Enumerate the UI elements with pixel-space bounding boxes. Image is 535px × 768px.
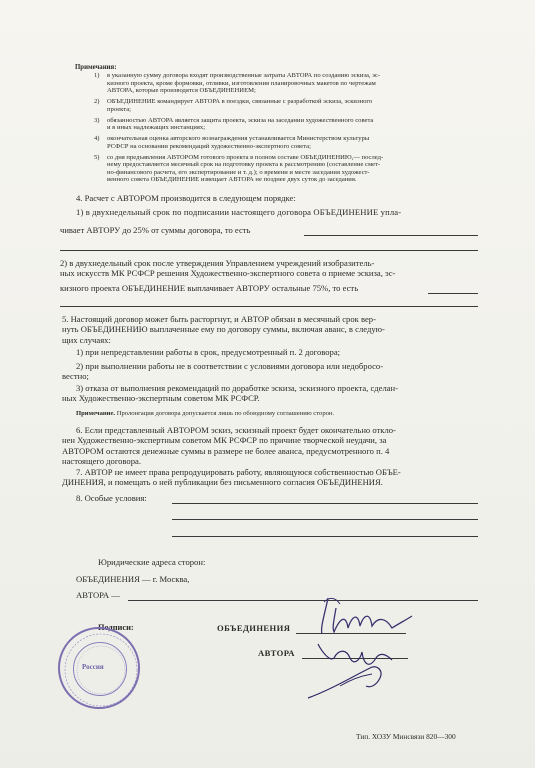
- special-terms-line-2: [172, 519, 478, 520]
- print-footer: Тип. ХОЗУ Минсвязи 820—300: [356, 732, 456, 741]
- address-author: АВТОРА —: [76, 590, 120, 600]
- note-item: [94, 117, 498, 132]
- special-terms-line-3: [172, 536, 478, 537]
- note-text: окончательная оценка авторского вознаграждения устанавливается Министерством культуры РСФСР на основании рекомендаций художественно-экспертного совета;: [107, 135, 370, 150]
- section-5-3: 3) отказа от выполнения рекомендаций по доработке эскиза, эскизного проекта, сделан- ных Художественно-экспертным советом МК РСФСР.: [62, 383, 399, 404]
- note-number: 4): [94, 135, 100, 143]
- note-item: [94, 72, 498, 95]
- note-number: 3): [94, 116, 100, 124]
- note-item: [94, 98, 498, 113]
- notes-heading: Примечания:: [75, 64, 117, 71]
- special-terms-line-1: [172, 503, 478, 504]
- section-7: 7. АВТОР не имеет права репродуцировать работу, являющуюся собственностью ОБЪЕ- ДИНЕНИЯ, и помещать о ней публикации без письменного согласия ОБЪЕДИНЕНИЯ.: [62, 467, 401, 488]
- section-4-1-line-b: чивает АВТОРУ до 25% от суммы договора, то есть: [60, 225, 251, 235]
- section-4-2: 2) в двухнедельный срок после утверждения Управлением учреждений изобразитель- ных искусств МК РСФСР решения Художественно-экспертного совета о приеме эскиза, эс-: [60, 258, 396, 279]
- signature-author-handwriting: [300, 632, 410, 707]
- section-5-2: 2) при выполнении работы не в соответствии с условиями договора или недобросо- вестно;: [62, 361, 384, 382]
- address-org: ОБЪЕДИНЕНИЯ — г. Москва,: [76, 574, 190, 584]
- amount-fill-line-2: [60, 250, 478, 251]
- signature-org-label: ОБЪЕДИНЕНИЯ: [217, 623, 291, 633]
- amount-fill-line-1: [304, 235, 478, 236]
- note-item: [94, 154, 498, 184]
- section-4-1-line-a: 1) в двухнедельный срок по подписании настоящего договора ОБЪЕДИНЕНИЕ упла-: [76, 207, 402, 217]
- notes-list: [94, 72, 498, 187]
- section-4-2-line-c: кизного проекта ОБЪЕДИНЕНИЕ выплачивает АВТОРУ остальные 75%, то есть: [60, 283, 359, 293]
- section-8-title: 8. Особые условия:: [76, 493, 147, 503]
- section-5: 5. Настоящий договор может быть расторгнут, и АВТОР обязан в месячный срок вер- нуть ОБЪЕДИНЕНИЮ выплаченные ему по договору суммы, включая аванс, в следую- щих случаях:: [62, 314, 385, 345]
- stamp-center-text: Россия: [82, 663, 104, 671]
- note-item: [94, 135, 498, 150]
- note-label: Примечание.: [76, 410, 116, 417]
- note-number: 1): [94, 72, 100, 79]
- official-stamp: [58, 627, 140, 709]
- addresses-title: Юридические адреса сторон:: [98, 557, 206, 567]
- amount-fill-line-4: [60, 306, 478, 307]
- signatures-title: Подписи:: [98, 623, 134, 632]
- signature-author-label: АВТОРА: [258, 648, 295, 658]
- section-6: 6. Если представленный АВТОРОМ эскиз, эскизный проект будет окончательно откло- нен Художественно-экспертным советом МК РСФСР по причине творческой неудачи, за АВТОРОМ остаются денежные суммы в размере не более аванса, предусмотренного п. 4 настоящего договора.: [62, 425, 396, 466]
- note-pronlongation: [76, 410, 334, 418]
- note-number: 2): [94, 98, 100, 106]
- section-5-1: 1) при непредставлении работы в срок, предусмотренный п. 2 договора;: [76, 347, 341, 357]
- note-text: обязанностью АВТОРА является защита проекта, эскиза на заседании художественного совета и в иных надлежащих инстанциях;: [107, 116, 374, 132]
- note-text: ОБЪЕДИНЕНИЕ командирует АВТОРА в поездки, связанные с разработкой эскиза, эскизного проекта;: [107, 98, 373, 113]
- amount-fill-line-3: [428, 293, 478, 294]
- section-4-title: 4. Расчет с АВТОРОМ производится в следующем порядке:: [76, 193, 296, 203]
- note-number: 5): [94, 153, 100, 161]
- note-text: со дня предъявления АВТОРОМ готового проекта в полном составе ОБЪЕДИНЕНИЮ,— послед- нему предоставляется месячный срок на подготовку проекта к рассмотрению (составление смет- но-финансового расчета, его экспертирование и т. д.); о времени и месте заседания художест- венного совета ОБЪЕДИНЕНИЕ извещает АВТОРА не позднее двух суток до заседания.: [107, 153, 384, 184]
- note-text: в указанную сумму договора входят производственные затраты АВТОРА по созданию эскиза, эс- кизного проекта, кроме формовки, отливки, изготовления планировочных макетов по чертежам АВТОРА, которые производятся ОБЪЕДИНЕНИЕМ;: [107, 72, 381, 95]
- note-body: Пролонгация договора допускается лишь по обоюдному соглашению сторон.: [116, 410, 335, 417]
